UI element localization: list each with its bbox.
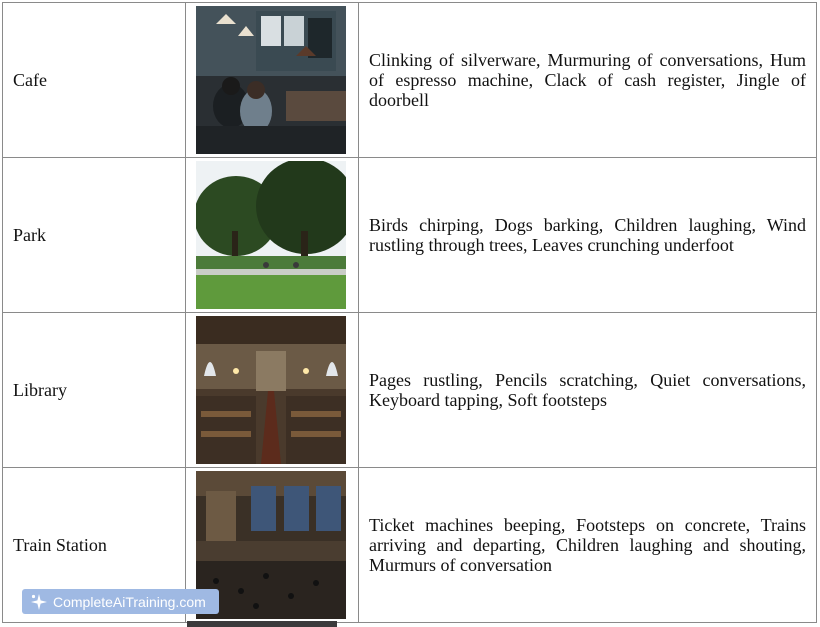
image-cell [186, 313, 359, 468]
sparkle-icon [30, 593, 48, 611]
table-row [3, 313, 817, 468]
image-cell [186, 158, 359, 313]
table-row [3, 158, 817, 313]
location-cell: Cafe [3, 3, 186, 158]
image-cell [186, 3, 359, 158]
table-row [3, 3, 817, 158]
watermark-text: CompleteAiTraining.com [53, 593, 206, 610]
location-cell: Train Station [3, 468, 186, 623]
location-cell: Park [3, 158, 186, 313]
watermark-badge [22, 589, 219, 614]
sounds-cell: Clinking of silverware, Murmuring of conversations, Hum of espresso machine, Clack of cash register, Jingle of doorbell [359, 3, 817, 158]
sounds-cell: Birds chirping, Dogs barking, Children laughing, Wind rustling through trees, Leaves crunching underfoot [359, 158, 817, 313]
library-photo [196, 316, 346, 464]
sound-table [2, 2, 817, 623]
sounds-cell: Ticket machines beeping, Footsteps on concrete, Trains arriving and departing, Children laughing and shouting, Murmurs of conversation [359, 468, 817, 623]
location-cell: Library [3, 313, 186, 468]
cafe-photo [196, 6, 346, 154]
next-row-image-edge [187, 621, 337, 627]
park-photo [196, 161, 346, 309]
sounds-cell: Pages rustling, Pencils scratching, Quiet conversations, Keyboard tapping, Soft footsteps [359, 313, 817, 468]
